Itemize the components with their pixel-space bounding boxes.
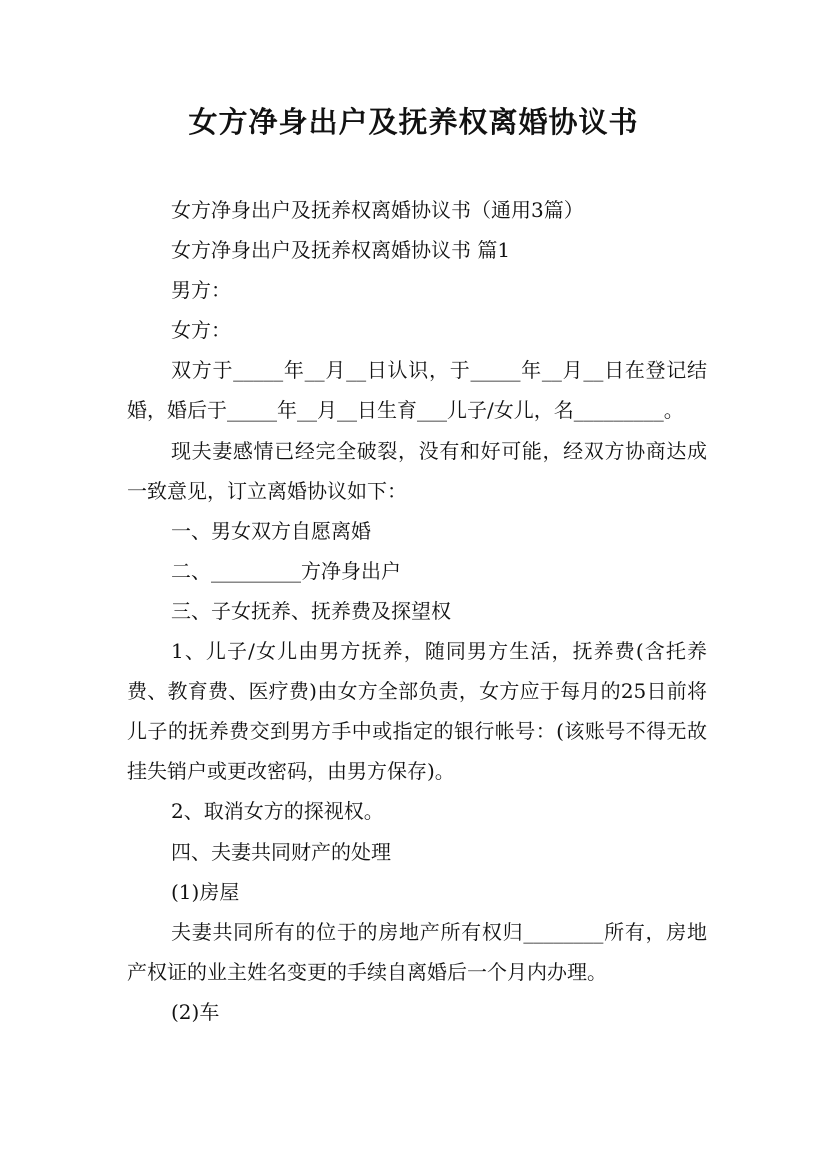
section-heading: 女方净身出户及抚养权离婚协议书 篇1 bbox=[171, 238, 511, 263]
clause-4-sub-car: (2)车 bbox=[171, 999, 220, 1024]
clause-3-heading: 三、子女抚养、抚养费及探望权 bbox=[171, 598, 451, 623]
clause-4-heading: 四、夫妻共同财产的处理 bbox=[171, 839, 391, 864]
document-title: 女方净身出户及抚养权离婚协议书 bbox=[188, 105, 639, 139]
clause-3-item-1: 1、儿子/女儿由男方抚养，随同男方生活，抚养费(含托养费、教育费、医疗费)由女方全部负责，女方应于每月的25日前将儿子的抚养费交到男方手中或指定的银行帐号：(该账号不得无故挂失销户或更改密码，由男方保存)。 bbox=[127, 639, 707, 784]
marriage-info-paragraph: 双方于_____年__月__日认识，于_____年__月__日在登记结婚，婚后于_____年__月__日生育___儿子/女儿，名_________。 bbox=[127, 358, 707, 423]
clause-2-heading: 二、_________方净身出户 bbox=[171, 558, 401, 583]
clause-4-house-paragraph: 夫妻共同所有的位于的房地产所有权归________所有，房地产权证的业主姓名变更的手续自离婚后一个月内办理。 bbox=[127, 919, 707, 984]
subtitle-line: 女方净身出户及抚养权离婚协议书（通用3篇） bbox=[171, 198, 584, 222]
party-female-line: 女方： bbox=[171, 318, 231, 343]
clause-3-item-2: 2、取消女方的探视权。 bbox=[171, 799, 384, 824]
document-body bbox=[127, 190, 707, 1032]
party-male-line: 男方： bbox=[171, 278, 231, 303]
clause-1-heading: 一、男女双方自愿离婚 bbox=[171, 518, 371, 543]
intro-paragraph: 现夫妻感情已经完全破裂，没有和好可能，经双方协商达成一致意见，订立离婚协议如下： bbox=[127, 438, 707, 503]
clause-4-sub-house: (1)房屋 bbox=[171, 879, 240, 904]
